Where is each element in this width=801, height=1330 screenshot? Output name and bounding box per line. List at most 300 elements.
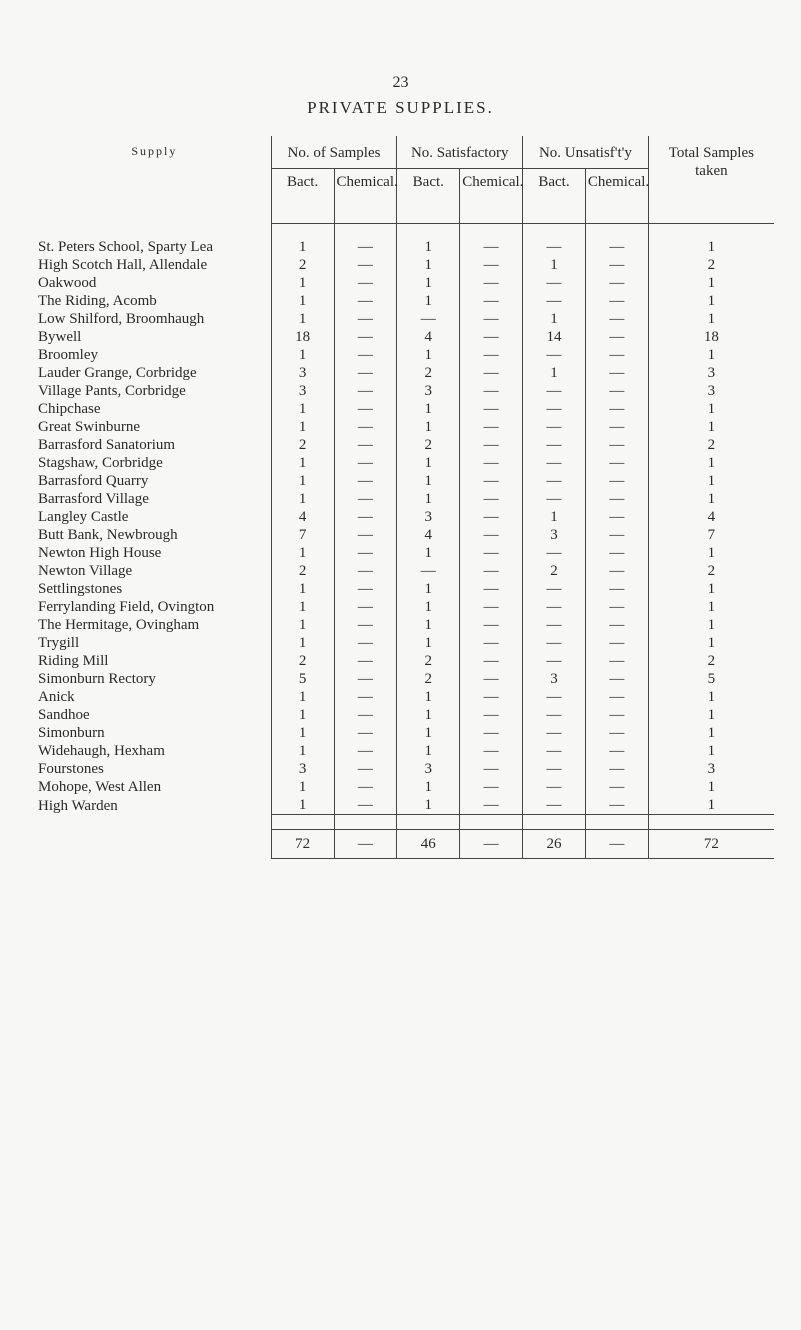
samples-chemical-cell: — xyxy=(334,562,397,580)
samples-bact-cell: 18 xyxy=(271,328,334,346)
supply-name: Stagshaw, Corbridge xyxy=(38,455,163,471)
unsatisfactory-bact-cell: 1 xyxy=(523,364,586,382)
unsatisfactory-chemical-cell: — xyxy=(585,472,648,490)
unsatisfactory-chemical-cell: — xyxy=(585,598,648,616)
unsatisfactory-chemical-cell: — xyxy=(585,688,648,706)
supply-name: Langley Castle xyxy=(38,509,129,525)
satisfactory-bact-cell: 1 xyxy=(397,778,460,796)
samples-chemical-cell: — xyxy=(334,724,397,742)
unsatisfactory-bact-cell: — xyxy=(523,274,586,292)
table-row xyxy=(38,652,774,670)
samples-bact-cell: 2 xyxy=(271,652,334,670)
unsatisfactory-bact-cell: — xyxy=(523,490,586,508)
unsatisfactory-chemical-cell: — xyxy=(585,256,648,274)
table-row xyxy=(38,634,774,652)
unsatisfactory-chemical-cell: — xyxy=(585,724,648,742)
samples-chemical-cell: — xyxy=(334,508,397,526)
table-row xyxy=(38,508,774,526)
table-row xyxy=(38,490,774,508)
unsatisfactory-bact-cell: 2 xyxy=(523,562,586,580)
supply-name: Ferrylanding Field, Ovington xyxy=(38,599,215,615)
header-satisfactory: No. Satisfactory xyxy=(397,136,523,169)
unsatisfactory-chemical-cell: — xyxy=(585,544,648,562)
total-samples-cell: 1 xyxy=(648,346,774,364)
unsatisfactory-bact-cell: — xyxy=(523,544,586,562)
supply-name: Butt Bank, Newbrough xyxy=(38,527,178,543)
samples-bact-cell: 1 xyxy=(271,238,334,256)
samples-chemical-cell: — xyxy=(334,472,397,490)
satisfactory-chemical-cell: — xyxy=(460,724,523,742)
total-samples-cell: 2 xyxy=(648,652,774,670)
satisfactory-bact-cell: 1 xyxy=(397,742,460,760)
unsatisfactory-chemical-cell: — xyxy=(585,346,648,364)
samples-chemical-cell: — xyxy=(334,760,397,778)
table-body xyxy=(38,224,774,815)
unsatisfactory-chemical-cell: — xyxy=(585,742,648,760)
samples-bact-cell: 2 xyxy=(271,436,334,454)
samples-bact-cell: 1 xyxy=(271,472,334,490)
samples-chemical-cell: — xyxy=(334,418,397,436)
table-row xyxy=(38,382,774,400)
satisfactory-bact-cell: 3 xyxy=(397,382,460,400)
table-row xyxy=(38,274,774,292)
supply-name: Settlingstones xyxy=(38,581,123,597)
supply-name: Broomley xyxy=(38,347,98,363)
supply-name: Lauder Grange, Corbridge xyxy=(38,365,197,381)
samples-chemical-cell: — xyxy=(334,706,397,724)
header-samples-chemical: Chemical. xyxy=(334,169,397,224)
samples-chemical-cell: — xyxy=(334,544,397,562)
header-supply: Supply xyxy=(131,144,178,158)
satisfactory-chemical-cell: — xyxy=(460,778,523,796)
supply-name: High Scotch Hall, Allendale xyxy=(38,257,208,273)
satisfactory-chemical-cell: — xyxy=(460,400,523,418)
table-row xyxy=(38,760,774,778)
header-samples-bact: Bact. xyxy=(271,169,334,224)
satisfactory-chemical-cell: — xyxy=(460,292,523,310)
satisfactory-bact-cell: 1 xyxy=(397,418,460,436)
satisfactory-bact-cell: 3 xyxy=(397,508,460,526)
satisfactory-chemical-cell: — xyxy=(460,490,523,508)
samples-bact-cell: 1 xyxy=(271,778,334,796)
unsatisfactory-bact-cell: 3 xyxy=(523,526,586,544)
samples-bact-cell: 1 xyxy=(271,796,334,815)
supply-name: Sandhoe xyxy=(38,707,90,723)
unsatisfactory-bact-cell: — xyxy=(523,724,586,742)
samples-chemical-cell: — xyxy=(334,436,397,454)
total-satisfactory-chemical: — xyxy=(460,830,523,859)
unsatisfactory-bact-cell: 1 xyxy=(523,256,586,274)
total-samples-taken: 72 xyxy=(648,830,774,859)
satisfactory-bact-cell: 1 xyxy=(397,724,460,742)
satisfactory-chemical-cell: — xyxy=(460,706,523,724)
table-row xyxy=(38,616,774,634)
total-unsatisfactory-chemical: — xyxy=(585,830,648,859)
satisfactory-chemical-cell: — xyxy=(460,274,523,292)
supply-name: Chipchase xyxy=(38,401,101,417)
supply-name: St. Peters School, Sparty Lea xyxy=(38,239,213,255)
unsatisfactory-chemical-cell: — xyxy=(585,292,648,310)
satisfactory-chemical-cell: — xyxy=(460,796,523,815)
samples-bact-cell: 1 xyxy=(271,490,334,508)
satisfactory-bact-cell: 1 xyxy=(397,688,460,706)
samples-chemical-cell: — xyxy=(334,670,397,688)
unsatisfactory-bact-cell: — xyxy=(523,796,586,815)
samples-bact-cell: 1 xyxy=(271,688,334,706)
satisfactory-bact-cell: — xyxy=(397,310,460,328)
supply-name: Low Shilford, Broomhaugh xyxy=(38,311,205,327)
samples-bact-cell: 1 xyxy=(271,292,334,310)
total-samples-cell: 2 xyxy=(648,256,774,274)
unsatisfactory-chemical-cell: — xyxy=(585,526,648,544)
total-samples-cell: 1 xyxy=(648,616,774,634)
satisfactory-bact-cell: 1 xyxy=(397,400,460,418)
samples-chemical-cell: — xyxy=(334,634,397,652)
unsatisfactory-chemical-cell: — xyxy=(585,418,648,436)
total-samples-cell: 1 xyxy=(648,238,774,256)
samples-bact-cell: 5 xyxy=(271,670,334,688)
private-supplies-table xyxy=(38,136,774,859)
unsatisfactory-bact-cell: — xyxy=(523,580,586,598)
satisfactory-chemical-cell: — xyxy=(460,418,523,436)
total-unsatisfactory-bact: 26 xyxy=(523,830,586,859)
unsatisfactory-chemical-cell: — xyxy=(585,310,648,328)
supply-name: Fourstones xyxy=(38,761,104,777)
total-samples-cell: 1 xyxy=(648,706,774,724)
satisfactory-bact-cell: 1 xyxy=(397,292,460,310)
total-samples-cell: 1 xyxy=(648,292,774,310)
table-row xyxy=(38,526,774,544)
unsatisfactory-bact-cell: 3 xyxy=(523,670,586,688)
satisfactory-bact-cell: 4 xyxy=(397,526,460,544)
unsatisfactory-bact-cell: — xyxy=(523,742,586,760)
samples-chemical-cell: — xyxy=(334,256,397,274)
samples-bact-cell: 4 xyxy=(271,508,334,526)
samples-chemical-cell: — xyxy=(334,598,397,616)
samples-chemical-cell: — xyxy=(334,382,397,400)
satisfactory-bact-cell: 1 xyxy=(397,580,460,598)
supply-name: The Riding, Acomb xyxy=(38,293,157,309)
samples-chemical-cell: — xyxy=(334,796,397,815)
table-row xyxy=(38,292,774,310)
header-satisfactory-bact: Bact. xyxy=(397,169,460,224)
samples-bact-cell: 3 xyxy=(271,364,334,382)
satisfactory-chemical-cell: — xyxy=(460,616,523,634)
unsatisfactory-bact-cell: — xyxy=(523,616,586,634)
supply-name: Anick xyxy=(38,689,75,705)
unsatisfactory-bact-cell: — xyxy=(523,400,586,418)
table-row xyxy=(38,796,774,815)
total-samples-cell: 1 xyxy=(648,580,774,598)
satisfactory-chemical-cell: — xyxy=(460,688,523,706)
total-samples-cell: 1 xyxy=(648,778,774,796)
satisfactory-chemical-cell: — xyxy=(460,382,523,400)
total-satisfactory-bact: 46 xyxy=(397,830,460,859)
samples-chemical-cell: — xyxy=(334,346,397,364)
satisfactory-chemical-cell: — xyxy=(460,310,523,328)
unsatisfactory-chemical-cell: — xyxy=(585,634,648,652)
unsatisfactory-chemical-cell: — xyxy=(585,436,648,454)
satisfactory-bact-cell: 1 xyxy=(397,346,460,364)
table-row xyxy=(38,562,774,580)
header-total: Total Samples taken xyxy=(648,136,774,224)
satisfactory-chemical-cell: — xyxy=(460,364,523,382)
supply-name: Barrasford Quarry xyxy=(38,473,149,489)
total-samples-cell: 7 xyxy=(648,526,774,544)
samples-chemical-cell: — xyxy=(334,310,397,328)
total-samples-cell: 4 xyxy=(648,508,774,526)
unsatisfactory-bact-cell: 1 xyxy=(523,310,586,328)
unsatisfactory-bact-cell: — xyxy=(523,634,586,652)
unsatisfactory-bact-cell: — xyxy=(523,652,586,670)
page-number: 23 xyxy=(392,74,409,91)
samples-bact-cell: 7 xyxy=(271,526,334,544)
total-samples-cell: 1 xyxy=(648,310,774,328)
table-row xyxy=(38,364,774,382)
satisfactory-chemical-cell: — xyxy=(460,328,523,346)
unsatisfactory-bact-cell: — xyxy=(523,436,586,454)
unsatisfactory-chemical-cell: — xyxy=(585,706,648,724)
satisfactory-bact-cell: 1 xyxy=(397,706,460,724)
samples-bact-cell: 1 xyxy=(271,544,334,562)
satisfactory-bact-cell: 1 xyxy=(397,454,460,472)
supply-name: Great Swinburne xyxy=(38,419,141,435)
samples-chemical-cell: — xyxy=(334,328,397,346)
samples-chemical-cell: — xyxy=(334,778,397,796)
unsatisfactory-chemical-cell: — xyxy=(585,454,648,472)
table-row xyxy=(38,400,774,418)
supply-name: Mohope, West Allen xyxy=(38,779,162,795)
satisfactory-bact-cell: 4 xyxy=(397,328,460,346)
unsatisfactory-bact-cell: — xyxy=(523,706,586,724)
header-samples: No. of Samples xyxy=(271,136,397,169)
unsatisfactory-bact-cell: — xyxy=(523,472,586,490)
samples-chemical-cell: — xyxy=(334,274,397,292)
unsatisfactory-chemical-cell: — xyxy=(585,670,648,688)
total-samples-cell: 1 xyxy=(648,598,774,616)
satisfactory-bact-cell: 2 xyxy=(397,436,460,454)
table-row xyxy=(38,310,774,328)
satisfactory-bact-cell: 1 xyxy=(397,544,460,562)
unsatisfactory-bact-cell: — xyxy=(523,292,586,310)
samples-chemical-cell: — xyxy=(334,526,397,544)
samples-bact-cell: 1 xyxy=(271,454,334,472)
table-row xyxy=(38,346,774,364)
total-samples-cell: 1 xyxy=(648,724,774,742)
total-samples-cell: 1 xyxy=(648,418,774,436)
samples-bact-cell: 3 xyxy=(271,382,334,400)
samples-bact-cell: 1 xyxy=(271,418,334,436)
supply-name: Oakwood xyxy=(38,275,97,291)
header-row-groups xyxy=(38,136,774,169)
samples-bact-cell: 3 xyxy=(271,760,334,778)
samples-bact-cell: 1 xyxy=(271,598,334,616)
header-unsatisfactory: No. Unsatisf't'y xyxy=(523,136,649,169)
samples-bact-cell: 1 xyxy=(271,634,334,652)
supply-name: Newton High House xyxy=(38,545,162,561)
supply-name: Widehaugh, Hexham xyxy=(38,743,165,759)
satisfactory-chemical-cell: — xyxy=(460,598,523,616)
total-samples-cell: 1 xyxy=(648,688,774,706)
unsatisfactory-chemical-cell: — xyxy=(585,616,648,634)
header-satisfactory-chemical: Chemical. xyxy=(460,169,523,224)
supply-name: Barrasford Village xyxy=(38,491,149,507)
supply-name: Barrasford Sanatorium xyxy=(38,437,176,453)
samples-chemical-cell: — xyxy=(334,238,397,256)
satisfactory-bact-cell: 3 xyxy=(397,760,460,778)
supply-name: High Warden xyxy=(38,797,118,814)
unsatisfactory-bact-cell: — xyxy=(523,454,586,472)
table-row xyxy=(38,238,774,256)
supply-name: Simonburn Rectory xyxy=(38,671,156,687)
satisfactory-chemical-cell: — xyxy=(460,544,523,562)
satisfactory-chemical-cell: — xyxy=(460,652,523,670)
total-samples-cell: 3 xyxy=(648,760,774,778)
supply-name: Riding Mill xyxy=(38,653,109,669)
header-unsatisfactory-chemical: Chemical. xyxy=(585,169,648,224)
total-samples-chemical: — xyxy=(334,830,397,859)
total-samples-cell: 1 xyxy=(648,454,774,472)
samples-bact-cell: 1 xyxy=(271,580,334,598)
satisfactory-bact-cell: 1 xyxy=(397,256,460,274)
unsatisfactory-chemical-cell: — xyxy=(585,652,648,670)
samples-bact-cell: 1 xyxy=(271,400,334,418)
satisfactory-chemical-cell: — xyxy=(460,436,523,454)
satisfactory-chemical-cell: — xyxy=(460,526,523,544)
samples-bact-cell: 1 xyxy=(271,742,334,760)
unsatisfactory-chemical-cell: — xyxy=(585,760,648,778)
unsatisfactory-chemical-cell: — xyxy=(585,238,648,256)
unsatisfactory-chemical-cell: — xyxy=(585,508,648,526)
satisfactory-chemical-cell: — xyxy=(460,472,523,490)
total-samples-cell: 2 xyxy=(648,436,774,454)
samples-bact-cell: 1 xyxy=(271,346,334,364)
samples-bact-cell: 1 xyxy=(271,616,334,634)
table-row xyxy=(38,598,774,616)
total-samples-cell: 1 xyxy=(648,544,774,562)
satisfactory-bact-cell: 1 xyxy=(397,472,460,490)
satisfactory-chemical-cell: — xyxy=(460,580,523,598)
supply-name: Newton Village xyxy=(38,563,133,579)
unsatisfactory-chemical-cell: — xyxy=(585,778,648,796)
unsatisfactory-chemical-cell: — xyxy=(585,580,648,598)
total-samples-cell: 1 xyxy=(648,490,774,508)
samples-chemical-cell: — xyxy=(334,490,397,508)
supply-name: Bywell xyxy=(38,329,82,345)
unsatisfactory-chemical-cell: — xyxy=(585,796,648,815)
satisfactory-chemical-cell: — xyxy=(460,670,523,688)
satisfactory-chemical-cell: — xyxy=(460,760,523,778)
samples-bact-cell: 1 xyxy=(271,706,334,724)
unsatisfactory-chemical-cell: — xyxy=(585,400,648,418)
satisfactory-chemical-cell: — xyxy=(460,238,523,256)
header-unsatisfactory-bact: Bact. xyxy=(523,169,586,224)
samples-chemical-cell: — xyxy=(334,688,397,706)
unsatisfactory-chemical-cell: — xyxy=(585,562,648,580)
total-samples-bact: 72 xyxy=(271,830,334,859)
satisfactory-bact-cell: 2 xyxy=(397,364,460,382)
satisfactory-chemical-cell: — xyxy=(460,454,523,472)
samples-bact-cell: 1 xyxy=(271,274,334,292)
satisfactory-chemical-cell: — xyxy=(460,562,523,580)
samples-chemical-cell: — xyxy=(334,292,397,310)
totals-row xyxy=(38,830,774,859)
total-samples-cell: 1 xyxy=(648,274,774,292)
satisfactory-bact-cell: 1 xyxy=(397,598,460,616)
total-samples-cell: 1 xyxy=(648,400,774,418)
satisfactory-bact-cell: 1 xyxy=(397,490,460,508)
samples-chemical-cell: — xyxy=(334,454,397,472)
samples-chemical-cell: — xyxy=(334,742,397,760)
table-row xyxy=(38,688,774,706)
unsatisfactory-chemical-cell: — xyxy=(585,364,648,382)
satisfactory-bact-cell: 1 xyxy=(397,634,460,652)
unsatisfactory-chemical-cell: — xyxy=(585,328,648,346)
satisfactory-chemical-cell: — xyxy=(460,742,523,760)
samples-chemical-cell: — xyxy=(334,364,397,382)
unsatisfactory-bact-cell: 1 xyxy=(523,508,586,526)
total-samples-cell: 18 xyxy=(648,328,774,346)
satisfactory-chemical-cell: — xyxy=(460,508,523,526)
samples-bact-cell: 1 xyxy=(271,724,334,742)
table-row xyxy=(38,454,774,472)
supply-name: Village Pants, Corbridge xyxy=(38,383,186,399)
unsatisfactory-bact-cell: — xyxy=(523,238,586,256)
satisfactory-bact-cell: 1 xyxy=(397,616,460,634)
total-samples-cell: 3 xyxy=(648,364,774,382)
satisfactory-bact-cell: — xyxy=(397,562,460,580)
satisfactory-chemical-cell: — xyxy=(460,256,523,274)
unsatisfactory-bact-cell: — xyxy=(523,418,586,436)
total-samples-cell: 2 xyxy=(648,562,774,580)
table-row xyxy=(38,580,774,598)
unsatisfactory-chemical-cell: — xyxy=(585,382,648,400)
satisfactory-chemical-cell: — xyxy=(460,634,523,652)
satisfactory-bact-cell: 1 xyxy=(397,238,460,256)
unsatisfactory-chemical-cell: — xyxy=(585,490,648,508)
samples-chemical-cell: — xyxy=(334,400,397,418)
samples-bact-cell: 1 xyxy=(271,310,334,328)
unsatisfactory-chemical-cell: — xyxy=(585,274,648,292)
table-row xyxy=(38,544,774,562)
samples-chemical-cell: — xyxy=(334,652,397,670)
unsatisfactory-bact-cell: 14 xyxy=(523,328,586,346)
supply-name: Trygill xyxy=(38,635,80,651)
spacer-row xyxy=(38,815,774,830)
total-samples-cell: 5 xyxy=(648,670,774,688)
satisfactory-bact-cell: 2 xyxy=(397,652,460,670)
samples-chemical-cell: — xyxy=(334,616,397,634)
total-samples-cell: 1 xyxy=(648,472,774,490)
satisfactory-bact-cell: 1 xyxy=(397,274,460,292)
table-row xyxy=(38,328,774,346)
samples-bact-cell: 2 xyxy=(271,256,334,274)
samples-chemical-cell: — xyxy=(334,580,397,598)
total-samples-cell: 1 xyxy=(648,796,774,815)
table-row xyxy=(38,670,774,688)
page-title: PRIVATE SUPPLIES. xyxy=(307,98,494,117)
table-row xyxy=(38,706,774,724)
samples-bact-cell: 2 xyxy=(271,562,334,580)
unsatisfactory-bact-cell: — xyxy=(523,598,586,616)
spacer-row xyxy=(38,224,774,239)
total-samples-cell: 1 xyxy=(648,742,774,760)
supply-name: Simonburn xyxy=(38,725,105,741)
table-row xyxy=(38,472,774,490)
table-row xyxy=(38,436,774,454)
table-row xyxy=(38,724,774,742)
unsatisfactory-bact-cell: — xyxy=(523,382,586,400)
